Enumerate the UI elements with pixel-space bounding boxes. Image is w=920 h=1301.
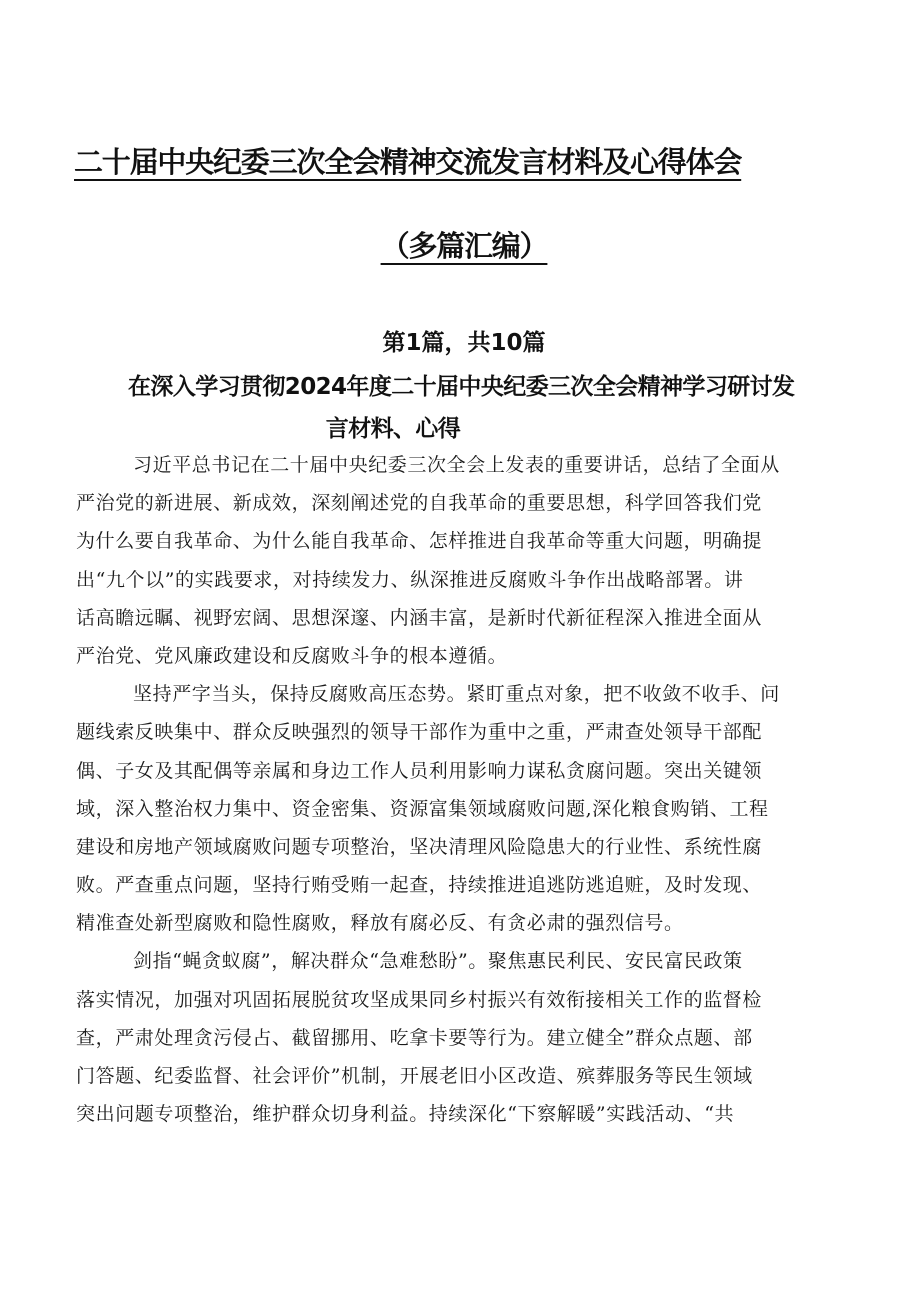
body-line: 话高瞻远瞩、视野宏阔、思想深邃、内涵丰富，是新时代新征程深入推进全面从 xyxy=(76,606,763,629)
body-line: 严治党、党风廉政建设和反腐败斗争的根本遵循。 xyxy=(76,644,508,667)
body-line: 精准查处新型腐败和隐性腐败，释放有腐必反、有贪必肃的强烈信号。 xyxy=(76,912,684,935)
paragraph xyxy=(76,675,851,942)
body-line: 突出问题专项整治，维护群众切身利益。持续深化“下察解暖”实践活动、“共 xyxy=(76,1103,735,1126)
article-title-line-2: 言材料、心得 xyxy=(325,416,461,442)
body-line: 门答题、纪委监督、社会评价”机制，开展老旧小区改造、殡葬服务等民生领域 xyxy=(76,1065,753,1087)
document-title-line-2: （多篇汇编） xyxy=(380,229,548,263)
body-line: 题线索反映集中、群众反映强烈的领导干部作为重中之重，严肃查处领导干部配 xyxy=(76,721,763,744)
chapter-heading: 第1篇，共10篇 xyxy=(382,330,546,356)
paragraph xyxy=(76,942,851,1133)
body-line: 落实情况，加强对巩固拓展脱贫攻坚成果同乡村振兴有效衔接相关工作的监督检 xyxy=(76,988,763,1011)
article-title-line-1: 在深入学习贯彻2024年度二十届中央纪委三次全会精神学习研讨发 xyxy=(128,374,795,400)
body-line: 剑指“蝇贪蚁腐”，解决群众“急难愁盼”。聚焦惠民利民、安民富民政策 xyxy=(133,950,743,973)
document-title-line-1: 二十届中央纪委三次全会精神交流发言材料及心得体会 xyxy=(74,145,742,179)
body-line: 出“九个以”的实践要求，对持续发力、纵深推进反腐败斗争作出战略部署。讲 xyxy=(76,568,744,591)
paragraph xyxy=(76,446,851,675)
body-line: 偶、子女及其配偶等亲属和身边工作人员利用影响力谋私贪腐问题。突出关键领 xyxy=(76,759,763,782)
body-line: 域，深入整治权力集中、资金密集、资源富集领域腐败问题,深化粮食购销、工程 xyxy=(76,797,769,820)
article-body xyxy=(76,446,851,1133)
body-line: 败。严查重点问题，坚持行贿受贿一起查，持续推进追逃防逃追赃，及时发现、 xyxy=(76,874,763,897)
body-line: 查，严肃处理贪污侵占、截留挪用、吃拿卡要等行为。建立健全”群众点题、部 xyxy=(76,1026,753,1049)
body-line: 习近平总书记在二十届中央纪委三次全会上发表的重要讲话，总结了全面从 xyxy=(133,454,780,476)
body-line: 建设和房地产领域腐败问题专项整治，坚决清理风险隐患大的行业性、系统性腐 xyxy=(76,835,763,858)
body-line: 坚持严字当头，保持反腐败高压态势。紧盯重点对象，把不收敛不收手、问 xyxy=(133,683,780,706)
body-line: 为什么要自我革命、为什么能自我革命、怎样推进自我革命等重大问题，明确提 xyxy=(76,530,763,553)
body-line: 严治党的新进展、新成效，深刻阐述党的自我革命的重要思想，科学回答我们党 xyxy=(76,492,763,515)
